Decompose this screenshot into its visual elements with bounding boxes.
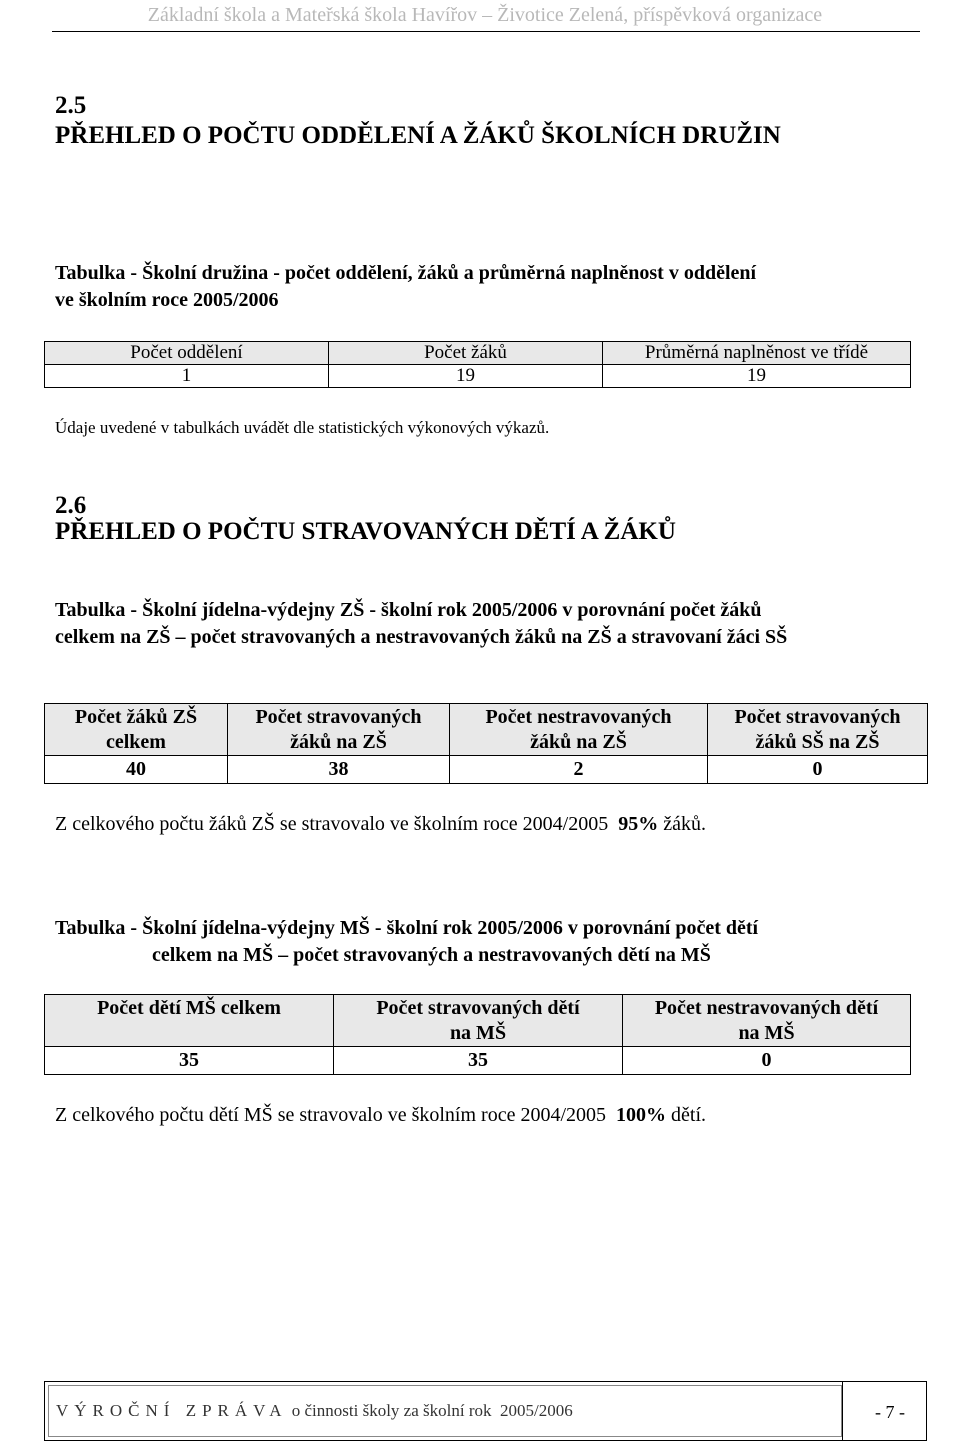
table-caption: Tabulka - Školní družina - počet oddělení, žáků a průměrná naplněnost v oddělení (55, 262, 757, 284)
header-line: Počet nestravovaných dětí (654, 997, 879, 1019)
value-cell: 35 (334, 1047, 623, 1075)
header-line: Počet žáků ZŠ (74, 706, 198, 728)
header-line: na MŠ (738, 1022, 795, 1044)
value-cell: 40 (45, 756, 228, 784)
header-cell (623, 995, 911, 1047)
header-line: celkem (106, 731, 166, 753)
table-caption: Tabulka - Školní jídelna-výdejny MŠ - školní rok 2005/2006 v porovnání počet dětí (55, 917, 759, 939)
value-cell: 19 (329, 365, 603, 388)
header-cell: Počet oddělení (45, 342, 329, 365)
table-header-row (45, 704, 928, 756)
header-cell (228, 704, 450, 756)
header-line: Počet nestravovaných (485, 706, 672, 728)
header-cell: Počet žáků (329, 342, 603, 365)
value-cell: 35 (45, 1047, 334, 1075)
header-cell (45, 995, 334, 1047)
summary-text (55, 1104, 706, 1127)
page-number: - 7 - (875, 1402, 905, 1422)
section-title: PŘEHLED O POČTU ODDĚLENÍ A ŽÁKŮ ŠKOLNÍCH DRUŽIN (55, 122, 781, 149)
header-cell (45, 704, 228, 756)
section-number: 2.6 (55, 492, 87, 519)
header-divider (52, 31, 920, 32)
table-header-row (45, 995, 911, 1047)
table-row (45, 1047, 911, 1075)
value-cell: 38 (228, 756, 450, 784)
header-line: Počet stravovaných (734, 706, 901, 728)
header-cell (708, 704, 928, 756)
table-caption-cont: ve školním roce 2005/2006 (55, 289, 279, 311)
header-line (45, 1021, 333, 1046)
value-cell: 0 (623, 1047, 911, 1075)
summary-percent: 100% (616, 1104, 667, 1126)
value-cell: 1 (45, 365, 329, 388)
jidelna-ms-table (44, 994, 911, 1075)
value-cell: 19 (603, 365, 911, 388)
table-row (45, 365, 911, 388)
table-header-row (45, 342, 911, 365)
table-caption: Tabulka - Školní jídelna-výdejny ZŠ - školní rok 2005/2006 v porovnání počet žáků (55, 599, 762, 621)
header-cell (334, 995, 623, 1047)
summary-percent: 95% (618, 813, 659, 835)
summary-text (55, 813, 706, 836)
summary-suffix: žáků. (658, 813, 706, 835)
value-cell: 2 (450, 756, 708, 784)
header-line: žáků na ZŠ (530, 731, 627, 753)
table-caption-cont: celkem na MŠ – počet stravovaných a nestravovaných dětí na MŠ (152, 944, 711, 966)
footer-title-rest: o činnosti školy za školní rok 2005/2006 (287, 1401, 573, 1420)
section-number: 2.5 (55, 92, 87, 119)
druzina-table (44, 341, 911, 388)
value-cell: 0 (708, 756, 928, 784)
summary-prefix: Z celkového počtu žáků ZŠ se stravovalo ve školním roce 2004/2005 (55, 813, 619, 835)
header-line: na MŠ (449, 1022, 507, 1044)
note-text: Údaje uvedené v tabulkách uvádět dle statistických výkonových výkazů. (55, 418, 550, 437)
footer-title-spaced: VÝROČNÍ ZPRÁVA (56, 1401, 288, 1420)
section-title: PŘEHLED O POČTU STRAVOVANÝCH DĚTÍ A ŽÁKŮ (55, 518, 676, 545)
table-caption-cont: celkem na ZŠ – počet stravovaných a nestravovaných žáků na ZŠ a stravovaní žáci SŠ (55, 626, 788, 648)
summary-prefix: Z celkového počtu dětí MŠ se stravovalo ve školním roce 2004/2005 (55, 1104, 617, 1126)
header-line: Počet stravovaných dětí (376, 997, 580, 1019)
header-line: Počet stravovaných (255, 706, 422, 728)
header-line: žáků SŠ na ZŠ (755, 731, 880, 753)
table-row (45, 756, 928, 784)
header-line: žáků na ZŠ (290, 731, 387, 753)
jidelna-zs-table (44, 703, 928, 784)
footer-title (56, 1401, 573, 1421)
header-cell: Průměrná naplněnost ve třídě (603, 342, 911, 365)
footer-divider (842, 1381, 843, 1441)
header-line: Počet dětí MŠ celkem (97, 997, 281, 1019)
page-header: Základní škola a Mateřská škola Havířov – Životice Zelená, příspěvková organizace (147, 4, 823, 26)
summary-suffix: dětí. (666, 1104, 707, 1126)
header-cell (450, 704, 708, 756)
